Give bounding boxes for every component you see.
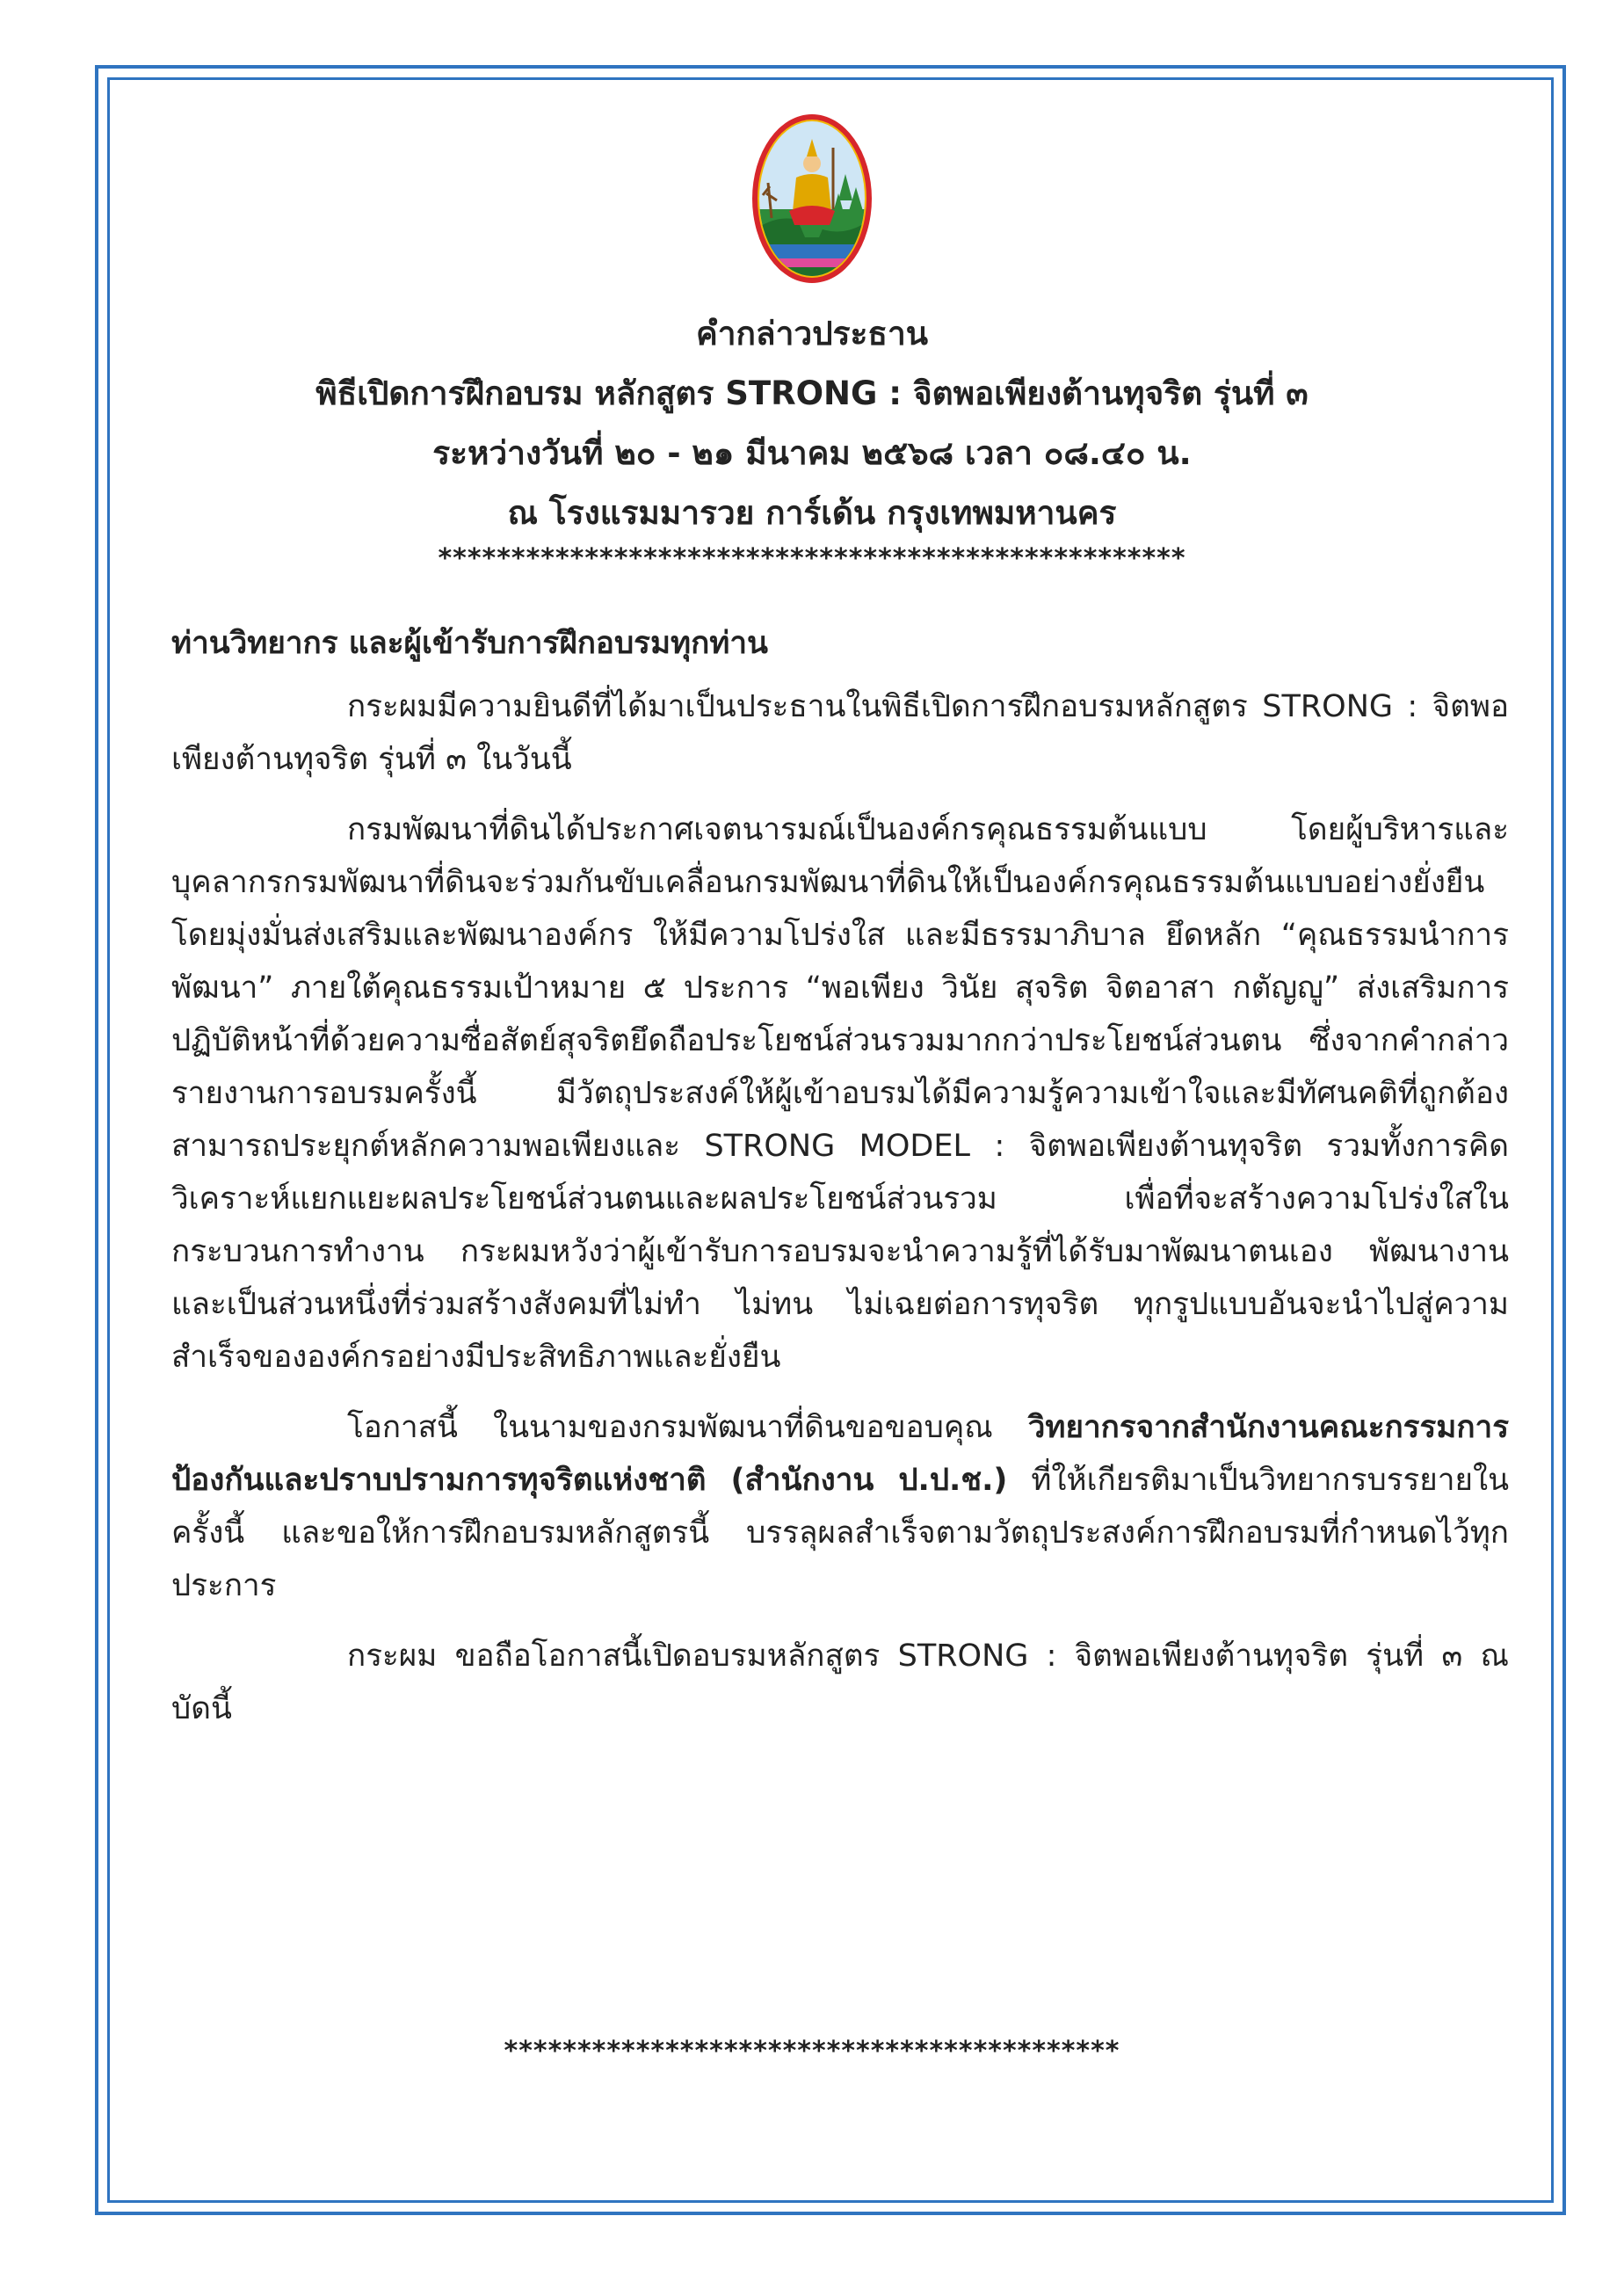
paragraph-1: กระผมมีความยินดีที่ได้มาเป็นประธานในพิธีเปิดการฝึกอบรมหลักสูตร STRONG : จิตพอเพียงต้านทุจริต รุ่นที่ ๓ ในวันนี้ [171, 689, 1509, 777]
paragraph-3-rest: ที่ให้เกียรติมาเป็นวิทยากรบรรยายในครั้งนี้ และขอให้การฝึกอบรมหลักสูตรนี้ บรรลุผลสำเร็จตามวัตถุประสงค์การฝึกอบรมที่กำหนดไว้ทุกประการ [171, 1463, 1509, 1603]
paragraph-3 [171, 1401, 1509, 1612]
speech-header [132, 304, 1492, 575]
salutation: ท่านวิทยากร และผู้เข้ารับการฝึกอบรมทุกท่าน [171, 626, 768, 661]
ceremony-line: พิธีเปิดการฝึกอบรม หลักสูตร STRONG : จิตพอเพียงต้านทุจริต รุ่นที่ ๓ [315, 374, 1309, 412]
paragraph-2: กรมพัฒนาที่ดินได้ประกาศเจตนารมณ์เป็นองค์กรคุณธรรมต้นแบบ โดยผู้บริหารและบุคลากรกรมพัฒนาที่ดินจะร่วมกันขับเคลื่อนกรมพัฒนาที่ดินให้เป็นองค์กรคุณธรรมต้นแบบอย่างยั่งยืน โดยมุ่งมั่นส่งเสริมและพัฒนาองค์กร ให้มีความโปร่งใส และมีธรรมาภิบาล ยึดหลัก “คุณธรรมนำการพัฒนา” ภายใต้คุณธรรมเป้าหมาย ๕ ประการ “พอเพียง วินัย สุจริต จิตอาสา กตัญญู” ส่งเสริมการปฏิบัติหน้าที่ด้วยความซื่อสัตย์สุจริตยึดถือประโยชน์ส่วนรวมมากกว่าประโยชน์ส่วนตน ซึ่งจากคำกล่าวรายงานการอบรมครั้งนี้ มีวัตถุประสงค์ให้ผู้เข้าอบรมได้มีความรู้ความเข้าใจและมีทัศนคติที่ถูกต้อง สามารถประยุกต์หลักความพอเพียงและ STRONG MODEL : จิตพอเพียงต้านทุจริต รวมทั้งการคิดวิเคราะห์แยกแยะผลประโยชน์ส่วนตนและผลประโยชน์ส่วนรวม เพื่อที่จะสร้างความโปร่งใสในกระบวนการทำงาน กระผมหวังว่าผู้เข้ารับการอบรมจะนำความรู้ที่ได้รับมาพัฒนาตนเอง พัฒนางาน และเป็นส่วนหนึ่งที่ร่วมสร้างสังคมที่ไม่ทำ ไม่ทน ไม่เฉยต่อการทุจริต ทุกรูปแบบอันจะนำไปสู่ความสำเร็จขององค์กรอย่างมีประสิทธิภาพและยั่งยืน [171, 812, 1509, 1375]
header-divider-stars: *************************************************** [438, 543, 1186, 574]
speech-title: คำกล่าวประธาน [695, 315, 929, 352]
paragraph-3-speaker-org: วิทยากรจากสำนักงานคณะกรรมการป้องกันและปราบปรามการทุจริตแห่งชาติ (สำนักงาน ป.ป.ช.) [171, 1410, 1509, 1498]
paragraph-3-intro: โอกาสนี้ ในนามของกรมพัฒนาที่ดินขอขอบคุณ [347, 1410, 1028, 1445]
paragraph-4: กระผม ขอถือโอกาสนี้เปิดอบรมหลักสูตร STRONG : จิตพอเพียงต้านทุจริต รุ่นที่ ๓ ณ บัดนี้ [171, 1638, 1509, 1726]
end-divider-stars: ****************************************** [504, 2036, 1120, 2067]
venue-line: ณ โรงแรมมารวย การ์เด้น กรุงเทพมหานคร [507, 494, 1117, 532]
speech-body [171, 617, 1509, 1753]
department-seal-logo [750, 113, 874, 285]
date-time-line: ระหว่างวันที่ ๒๐ - ๒๑ มีนาคม ๒๕๖๘ เวลา ๐๘.๔๐ น. [432, 434, 1192, 472]
